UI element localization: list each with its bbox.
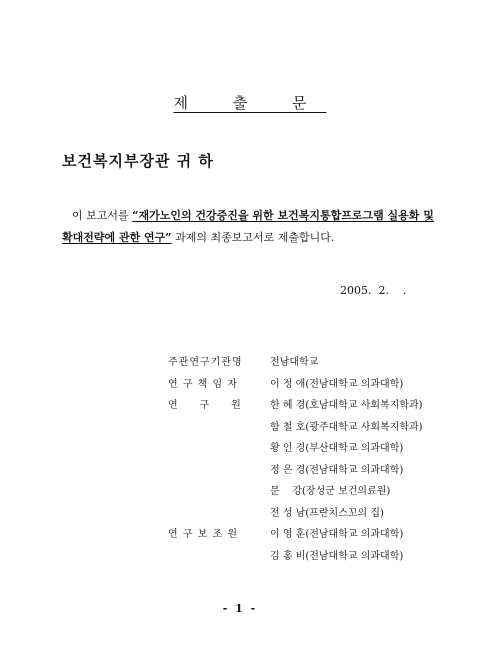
roster-row bbox=[168, 350, 423, 372]
roster-person: 전남대학교 bbox=[270, 357, 319, 369]
body-prefix: 이 보고서를 bbox=[72, 209, 133, 222]
addressee: 보건복지부장관 귀 하 bbox=[62, 152, 214, 170]
roster-person: 김 홍 비(전남대학교 의과대학) bbox=[270, 550, 404, 562]
roster-row bbox=[168, 544, 423, 566]
roster-person: 한 혜 경(호남대학교 사회복지학과) bbox=[270, 400, 423, 412]
roster-role: 연 구 책 임 자 bbox=[168, 378, 239, 390]
roster-row bbox=[168, 458, 423, 480]
roster-person: 문 강(장성군 보건의료원) bbox=[270, 486, 391, 498]
roster-person: 이 정 애(전남대학교 의과대학) bbox=[270, 378, 404, 390]
roster-person: 정 은 경(전남대학교 의과대학) bbox=[270, 464, 404, 476]
roster-row bbox=[168, 415, 423, 437]
roster-person: 이 영 훈(전남대학교 의과대학) bbox=[270, 529, 404, 541]
page-number: - 1 - bbox=[222, 602, 258, 615]
submission-text bbox=[62, 205, 437, 249]
roster-role: 주관연구기관명 bbox=[168, 357, 243, 369]
roster-row bbox=[168, 522, 423, 544]
roster-row bbox=[168, 393, 423, 415]
roster-person: 전 성 남(프란치스꼬의 집) bbox=[270, 507, 384, 519]
document-title: 제 출 문 bbox=[173, 94, 327, 112]
project-title: “재가노인의 건강증진을 위한 보건복지통합프로그램 실용화 및 확대전략에 관한 연구” bbox=[62, 209, 434, 244]
roster-row bbox=[168, 501, 423, 523]
roster-row bbox=[168, 479, 423, 501]
roster-person: 함 철 호(광주대학교 사회복지학과) bbox=[270, 421, 423, 433]
roster-row bbox=[168, 436, 423, 458]
body-suffix: 과제의 최종보고서로 제출합니다. bbox=[171, 231, 335, 244]
roster-row bbox=[168, 372, 423, 394]
submission-date: 2005. 2. . bbox=[340, 284, 407, 297]
roster-role: 연 구 원 bbox=[168, 400, 242, 412]
research-roster bbox=[168, 350, 423, 565]
roster-person: 황 인 경(부산대학교 의과대학) bbox=[270, 443, 404, 455]
roster-role: 연 구 보 조 원 bbox=[168, 529, 239, 541]
